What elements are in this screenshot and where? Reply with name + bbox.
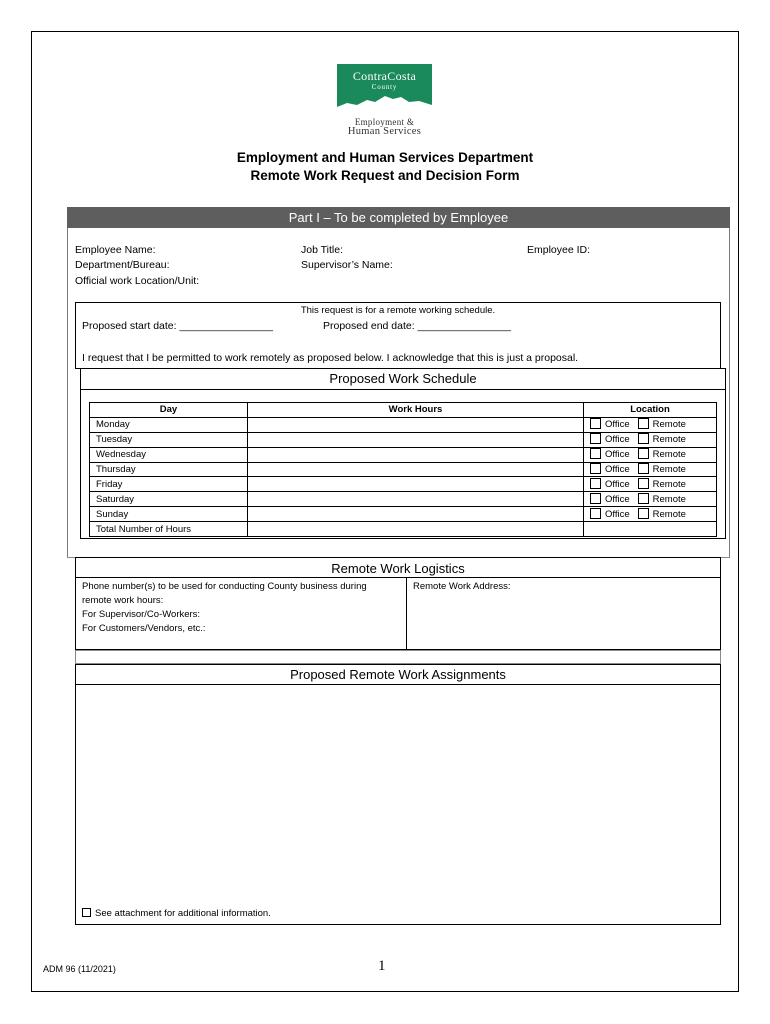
office-checkbox[interactable] — [590, 448, 601, 459]
frame-right-line — [729, 228, 730, 558]
location-cell — [584, 492, 717, 507]
total-hours-row — [90, 522, 717, 537]
supervisor-name-label: Supervisor’s Name: — [301, 259, 393, 271]
location-cell — [584, 432, 717, 447]
location-cell — [584, 507, 717, 522]
remote-address-label: Remote Work Address: — [413, 581, 511, 592]
remote-label: Remote — [652, 508, 686, 520]
location-cell — [584, 447, 717, 462]
county-logo — [337, 64, 432, 113]
assignments-text-area[interactable] — [76, 685, 720, 907]
phone-label-line2: remote work hours: — [82, 595, 164, 606]
logistics-column-divider — [406, 577, 407, 650]
day-cell: Saturday — [90, 492, 248, 507]
logo-county: County — [371, 83, 398, 91]
page-number: 1 — [378, 958, 386, 974]
day-cell: Sunday — [90, 507, 248, 522]
day-cell: Thursday — [90, 462, 248, 477]
supervisor-phone-label: For Supervisor/Co-Workers: — [82, 609, 201, 620]
form-title-line2: Remote Work Request and Decision Form — [250, 168, 520, 183]
part1-header: Part I – To be completed by Employee — [67, 207, 730, 228]
spacer-row — [75, 650, 721, 664]
assignments-heading: Proposed Remote Work Assignments — [290, 667, 506, 682]
office-checkbox[interactable] — [590, 493, 601, 504]
office-checkbox[interactable] — [590, 508, 601, 519]
remote-checkbox[interactable] — [638, 478, 649, 489]
day-cell: Tuesday — [90, 432, 248, 447]
remote-checkbox[interactable] — [638, 448, 649, 459]
remote-checkbox[interactable] — [638, 493, 649, 504]
schedule-table — [89, 402, 717, 537]
work-hours-cell[interactable] — [248, 447, 584, 462]
table-row — [90, 462, 717, 477]
attachment-option[interactable] — [82, 908, 271, 919]
schedule-heading-divider — [80, 389, 726, 390]
customer-phone-label: For Customers/Vendors, etc.: — [82, 623, 206, 634]
office-label: Office — [605, 449, 630, 461]
col-hours-header: Work Hours — [248, 403, 584, 418]
work-hours-cell[interactable] — [248, 417, 584, 432]
work-hours-cell[interactable] — [248, 432, 584, 447]
job-title-label: Job Title: — [301, 244, 344, 256]
work-hours-cell[interactable] — [248, 492, 584, 507]
location-cell — [584, 477, 717, 492]
table-row — [90, 447, 717, 462]
table-row — [90, 417, 717, 432]
department-label: Department/Bureau: — [75, 259, 170, 271]
office-label: Office — [605, 434, 630, 446]
total-hours-label: Total Number of Hours — [90, 522, 248, 537]
office-label: Office — [605, 478, 630, 490]
day-cell: Monday — [90, 417, 248, 432]
phone-label-line1: Phone number(s) to be used for conducting County business during — [82, 581, 367, 592]
logistics-heading-divider — [75, 577, 721, 578]
form-code: ADM 96 (11/2021) — [43, 964, 116, 974]
remote-label: Remote — [652, 419, 686, 431]
location-cell — [584, 462, 717, 477]
remote-checkbox[interactable] — [638, 463, 649, 474]
location-cell — [584, 417, 717, 432]
work-location-label: Official work Location/Unit: — [75, 275, 200, 287]
office-checkbox[interactable] — [590, 463, 601, 474]
proposed-end-date: Proposed end date: ________________ — [323, 320, 512, 332]
table-row — [90, 477, 717, 492]
form-title-line1: Employment and Human Services Department — [236, 150, 534, 165]
logo-org-name: ContraCosta — [352, 69, 417, 83]
total-hours-cell[interactable] — [248, 522, 584, 537]
attachment-note: See attachment for additional information. — [95, 908, 271, 919]
table-row — [90, 432, 717, 447]
employee-id-label: Employee ID: — [527, 244, 591, 256]
work-hours-cell[interactable] — [248, 477, 584, 492]
employee-name-label: Employee Name: — [75, 244, 156, 256]
mountain-icon — [337, 93, 432, 113]
remote-label: Remote — [652, 493, 686, 505]
office-label: Office — [605, 508, 630, 520]
office-label: Office — [605, 464, 630, 475]
office-checkbox[interactable] — [590, 418, 601, 429]
remote-label: Remote — [652, 434, 686, 446]
schedule-note: This request is for a remote working schedule. — [300, 305, 496, 316]
proposed-start-date: Proposed start date: ________________ — [82, 320, 273, 332]
total-location-cell — [584, 522, 717, 537]
frame-left-line — [67, 228, 68, 558]
col-day-header: Day — [90, 403, 248, 418]
office-label: Office — [605, 419, 630, 431]
request-statement: I request that I be permitted to work remotely as proposed below. I acknowledge that this is just a proposal. — [82, 352, 579, 364]
office-label: Office — [605, 493, 630, 505]
schedule-header-row — [90, 403, 717, 418]
remote-checkbox[interactable] — [638, 418, 649, 429]
table-row — [90, 492, 717, 507]
day-cell: Wednesday — [90, 447, 248, 462]
remote-checkbox[interactable] — [638, 433, 649, 444]
schedule-heading: Proposed Work Schedule — [329, 371, 477, 386]
table-row — [90, 507, 717, 522]
remote-label: Remote — [652, 449, 686, 461]
day-cell: Friday — [90, 477, 248, 492]
work-hours-cell[interactable] — [248, 507, 584, 522]
col-location-header: Location — [584, 403, 717, 418]
office-checkbox[interactable] — [590, 478, 601, 489]
office-checkbox[interactable] — [590, 433, 601, 444]
remote-label: Remote — [652, 478, 686, 490]
attachment-checkbox[interactable] — [82, 908, 91, 917]
logistics-heading: Remote Work Logistics — [331, 561, 465, 576]
work-hours-cell[interactable] — [248, 462, 584, 477]
logo-dept-line1: Employment & — [354, 117, 415, 127]
logo-dept-line2: Human Services — [347, 126, 422, 137]
remote-checkbox[interactable] — [638, 508, 649, 519]
remote-label: Remote — [652, 464, 686, 475]
